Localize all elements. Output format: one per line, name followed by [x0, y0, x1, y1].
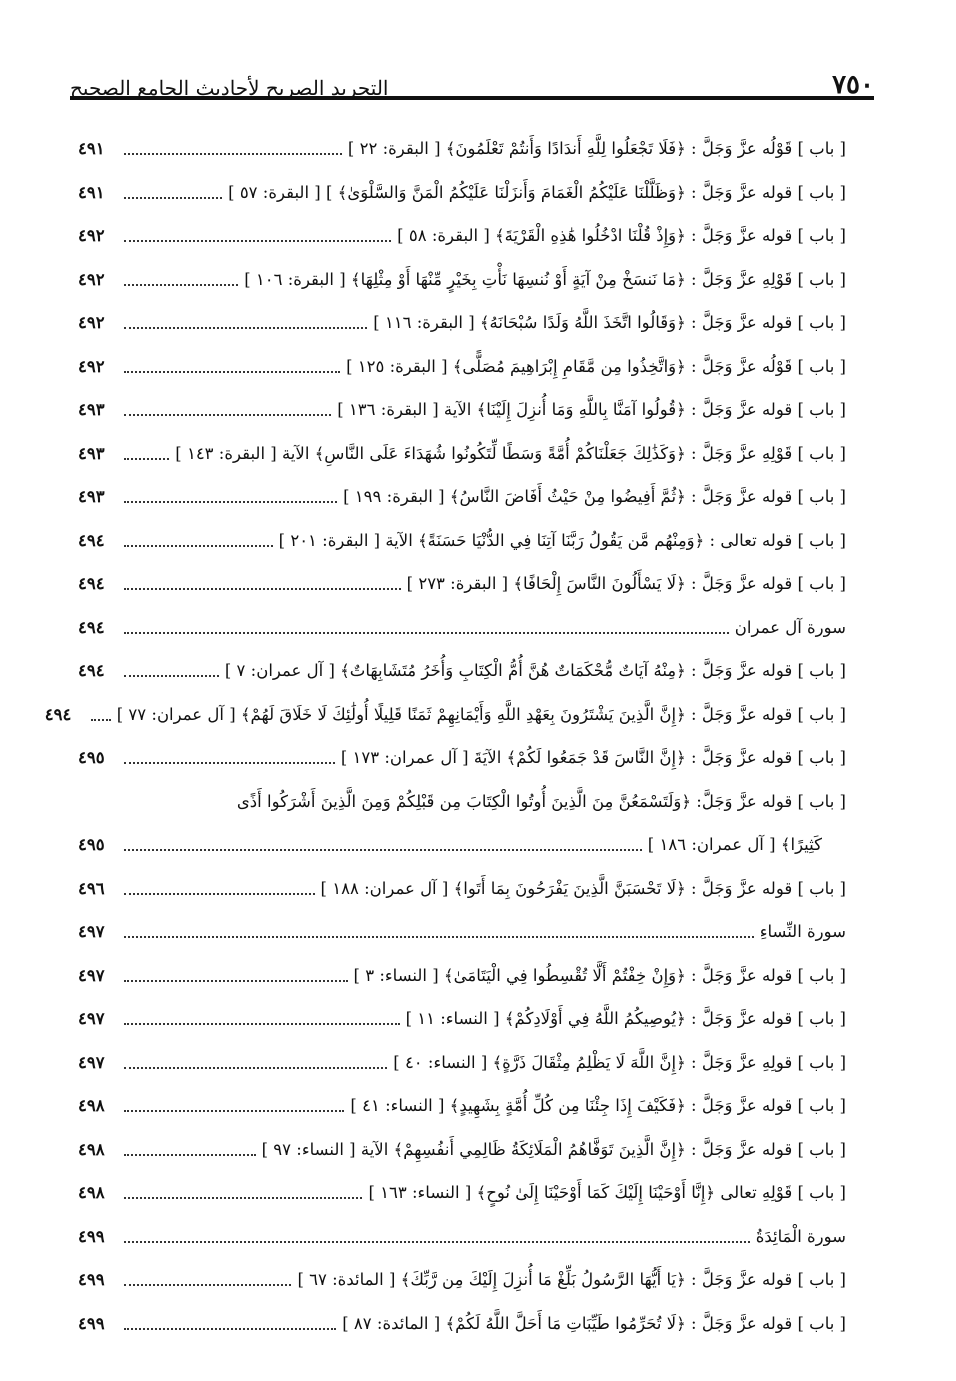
toc-entry: [78, 345, 846, 389]
toc-entry: [78, 736, 846, 780]
toc-entry-title: [ باب ] قوله تعالى : ﴿وَمِنْهُم مَّن يَقُولُ رَبَّنَا آتِنَا فِي الدُّنْيَا حَسَنَةً﴾ الآية [ البقرة: ٢٠١ ]: [278, 530, 846, 550]
toc-entry-title: [ باب ] قولِهِ عزَّ وَجَلَّ : ﴿إِنَّ اللَّهَ لَا يَظْلِمُ مِثْقَالَ ذَرَّةٍ﴾ [ النساء: ٤٠ ]: [393, 1052, 846, 1072]
toc-entry-title: [ باب ] قَوْلُه عزَّ وَجَلَّ : ﴿وَاتَّخِذُوا مِن مَّقَامِ إِبْرَاهِيمَ مُصَلًّى﴾ [ البقرة: ١٢٥ ]: [346, 356, 846, 376]
toc-entry: [78, 475, 846, 519]
toc-entry-title: [ باب ] قوله عزَّ وَجَلَّ : ﴿إِنَّ الَّذِينَ يَشْتَرُونَ بِعَهْدِ اللَّهِ وَأَيْمَانِهِمْ ثَمَنًا قَلِيلًا أُولَٰئِكَ لَا خَلَاقَ لَهُمْ﴾ [ آل عمران: ٧٧ ]: [116, 704, 846, 724]
table-of-contents: [44, 127, 846, 1345]
dot-leader: [124, 920, 754, 939]
toc-entry-page: ٤٩٨: [78, 1183, 105, 1203]
dot-leader: [124, 1050, 387, 1069]
toc-entry-page: ٤٩٥: [78, 748, 105, 768]
toc-entry-title: [ باب ] قوله عزَّ وَجَلَّ : ﴿إِنَّ الَّذِينَ تَوَفَّاهُمُ الْمَلَائِكَةُ ظَالِمِي أَنفُسِهِمْ﴾ الآية [ النساء: ٩٧ ]: [261, 1139, 846, 1159]
toc-entry-title: [ باب ] قَوْلُه عزَّ وَجَلَّ : ﴿فَلَا تَجْعَلُوا لِلَّهِ أَندَادًا وَأَنتُمْ تَعْلَمُونَ﴾ [ البقرة: ٢٢ ]: [347, 139, 846, 159]
toc-entry-page: ٤٩٤: [78, 530, 105, 550]
toc-entry: [78, 780, 846, 824]
toc-entry-page: ٤٩٣: [78, 487, 105, 507]
toc-entry-title: [ باب ] قوله عزَّ وَجَلَّ : ﴿لَا تُحَرِّمُوا طَيِّبَاتِ مَا أَحَلَّ اللَّهُ لَكُمْ﴾ [ المائدة: ٨٧ ]: [342, 1313, 846, 1333]
toc-entry: [78, 432, 846, 476]
toc-entry: [78, 171, 846, 215]
toc-entry-page: ٤٩٨: [78, 1096, 105, 1116]
toc-entry-title: [ باب ] قَوْلِهِ عزَّ وَجَلَّ : ﴿مَا نَنسَخْ مِنْ آيَةٍ أَوْ نُنسِهَا نَأْتِ بِخَيْرٍ مِّنْهَا أَوْ مِثْلِهَا﴾ [ البقرة: ١٠٦ ]: [244, 269, 846, 289]
toc-entry-page: ٤٩١: [78, 182, 105, 202]
dot-leader: [91, 702, 111, 721]
toc-entry-title: [ باب ] قوله عزَّ وَجَلَّ: ﴿وَلَتَسْمَعُنَّ مِنَ الَّذِينَ أُوتُوا الْكِتَابَ مِن قَبْلِكُمْ وَمِنَ الَّذِينَ أَشْرَكُوا أَذًى: [236, 791, 846, 811]
dot-leader: [124, 528, 273, 547]
toc-entry-title: سورة آل عمران: [734, 617, 846, 637]
toc-entry: [78, 258, 846, 302]
toc-entry: [78, 562, 846, 606]
toc-entry-page: ٤٩٧: [78, 1052, 105, 1072]
toc-entry-title: كَثِيرًا﴾ [ آل عمران: ١٨٦ ]: [647, 835, 822, 855]
dot-leader: [124, 354, 340, 373]
toc-entry: [78, 1171, 846, 1215]
toc-entry-page: ٤٩٦: [78, 878, 105, 898]
dot-leader: [124, 180, 222, 199]
toc-entry-title: [ باب ] قوله عزَّ وَجَلَّ : ﴿وَقَالُوا اتَّخَذَ اللَّهُ وَلَدًا سُبْحَانَهُ﴾ [ البقرة: ١١٦ ]: [373, 313, 846, 333]
toc-entry: [78, 1041, 846, 1085]
dot-leader: [124, 1137, 256, 1156]
toc-entry: [78, 954, 846, 998]
toc-entry-page: ٤٩٣: [78, 400, 105, 420]
toc-entry-page: ٤٩٢: [78, 313, 105, 333]
toc-entry-title: [ باب ] قوله عزَّ وَجَلَّ : ﴿ثُمَّ أَفِيضُوا مِنْ حَيْثُ أَفَاضَ النَّاسُ﴾ [ البقرة: ١٩٩ ]: [343, 487, 846, 507]
toc-entry-title: [ باب ] قوله عزَّ وَجَلَّ : ﴿وَظَلَّلْنَا عَلَيْكُمُ الْغَمَامَ وَأَنزَلْنَا عَلَيْكُمُ الْمَنَّ وَالسَّلْوَىٰ﴾ ] [ البقرة: ٥٧ ]: [228, 182, 846, 202]
toc-entry-title: [ باب ] قَوْلِهِ عزَّ وَجَلَّ : ﴿وَكَذَٰلِكَ جَعَلْنَاكُمْ أُمَّةً وَسَطًا لِّتَكُونُوا شُهَدَاءَ عَلَى النَّاسِ﴾ الآية [ البقرة: ١٤٣ ]: [175, 443, 846, 463]
page-header: [70, 58, 874, 98]
toc-entry: [78, 1258, 846, 1302]
dot-leader: [124, 1094, 344, 1113]
toc-entry: [78, 301, 846, 345]
toc-entry-title: سورة النِّساءِ: [759, 922, 846, 942]
dot-leader: [124, 311, 367, 330]
dot-leader: [124, 1311, 336, 1330]
toc-entry-title: سورة الْمَائِدَةُ: [755, 1226, 846, 1246]
dot-leader: [124, 485, 337, 504]
dot-leader: [124, 398, 331, 417]
toc-entry: [78, 1128, 846, 1172]
toc-entry: [78, 214, 846, 258]
toc-entry-title: [ باب ] قوله عزَّ وَجَلَّ : ﴿وَإِنْ خِفْتُمْ أَلَّا تُقْسِطُوا فِي الْيَتَامَىٰ﴾ [ النساء: ٣ ]: [353, 965, 846, 985]
toc-entry-page: ٤٩٩: [78, 1313, 105, 1333]
dot-leader: [124, 833, 642, 852]
dot-leader: [124, 441, 169, 460]
dot-leader: [124, 137, 342, 156]
toc-entry-page: ٤٩٧: [78, 922, 105, 942]
toc-entry-page: ٤٩٤: [78, 617, 105, 637]
dot-leader: [124, 963, 348, 982]
toc-entry: [78, 1084, 846, 1128]
toc-entry-title: [ باب ] قوله عزَّ وَجَلَّ : ﴿فَكَيْفَ إِذَا جِئْنَا مِن كُلِّ أُمَّةٍ بِشَهِيدٍ﴾ [ النساء: ٤١ ]: [350, 1096, 846, 1116]
dot-leader: [124, 615, 729, 634]
toc-entry: [78, 997, 846, 1041]
toc-entry: [78, 910, 846, 954]
toc-entry-page: ٤٩٢: [78, 226, 105, 246]
toc-entry: [78, 823, 846, 867]
running-title: التجريد الصريح لأحاديث الجامع الصحيح: [70, 76, 389, 100]
toc-entry-page: ٤٩٢: [78, 269, 105, 289]
dot-leader: [124, 224, 391, 243]
page-number: ٧٥٠: [832, 70, 874, 100]
toc-entry-page: ٤٩١: [78, 139, 105, 159]
toc-entry-page: ٤٩٨: [78, 1139, 105, 1159]
toc-entry-page: ٤٩٢: [78, 356, 105, 376]
toc-entry-page: ٤٩٩: [78, 1270, 105, 1290]
toc-entry-page: ٤٩٩: [78, 1226, 105, 1246]
toc-entry-page: ٤٩٤: [44, 704, 72, 724]
toc-entry-page: ٤٩٤: [78, 574, 105, 594]
toc-entry: [78, 1215, 846, 1259]
toc-entry-title: [ باب ] قوله عزَّ وَجَلَّ : ﴿لَا تَحْسَبَنَّ الَّذِينَ يَفْرَحُونَ بِمَا أَتَوا﴾ [ آل عمران: ١٨٨ ]: [320, 878, 846, 898]
toc-entry-page: ٤٩٣: [78, 443, 105, 463]
dot-leader: [124, 659, 219, 678]
toc-entry-title: [ باب ] قوله عزَّ وَجَلَّ : ﴿لَا يَسْأَلُونَ النَّاسَ إِلْحَافًا﴾ [ البقرة: ٢٧٣ ]: [406, 574, 846, 594]
toc-entry-title: [ باب ] قوله عزَّ وَجَلَّ : ﴿إِنَّ النَّاسَ قَدْ جَمَعُوا لَكُمْ﴾ الآيَةَ [ آل عمران: ١٧٣ ]: [340, 748, 846, 768]
toc-entry-title: [ باب ] قوله عزَّ وَجَلَّ : ﴿يَا أَيُّهَا الرَّسُولُ بَلِّغْ مَا أُنزِلَ إِلَيْكَ مِن رَّبِّكَ﴾ [ المائدة: ٦٧ ]: [297, 1270, 846, 1290]
dot-leader: [124, 572, 401, 591]
toc-entry: [44, 693, 846, 737]
toc-entry-title: [ باب ] قوله عزَّ وَجَلَّ : ﴿مِنْهُ آيَاتٌ مُّحْكَمَاتٌ هُنَّ أُمُّ الْكِتَابِ وَأُخَرُ مُتَشَابِهَاتٌ﴾ [ آل عمران: ٧ ]: [224, 661, 846, 681]
toc-entry-page: ٤٩٤: [78, 661, 105, 681]
dot-leader: [124, 1224, 750, 1243]
dot-leader: [124, 746, 335, 765]
toc-entry-page: ٤٩٥: [78, 835, 105, 855]
toc-entry: [78, 1302, 846, 1346]
toc-entry-title: [ باب ] قوله عزَّ وَجَلَّ : ﴿وَإِذْ قُلْنَا ادْخُلُوا هَٰذِهِ الْقَرْيَةَ﴾ [ البقرة: ٥٨ ]: [397, 226, 846, 246]
dot-leader: [124, 1268, 291, 1287]
toc-entry: [78, 649, 846, 693]
toc-entry-title: [ باب ] قَوْلِهِ تعالى ﴿إِنَّا أَوْحَيْنَا إِلَيْكَ كَمَا أَوْحَيْنَا إِلَىٰ نُوحٍ﴾ [ النساء: ١٦٣ ]: [368, 1183, 846, 1203]
dot-leader: [124, 1181, 362, 1200]
toc-entry-title: [ باب ] قوله عزَّ وَجَلَّ : ﴿قُولُوا آمَنَّا بِاللَّهِ وَمَا أُنزِلَ إِلَيْنَا﴾ الآية [ البقرة: ١٣٦ ]: [337, 400, 846, 420]
toc-entry: [78, 606, 846, 650]
toc-entry-page: ٤٩٧: [78, 1009, 105, 1029]
toc-entry: [78, 127, 846, 171]
toc-entry: [78, 388, 846, 432]
dot-leader: [124, 1007, 400, 1026]
toc-entry: [78, 519, 846, 563]
toc-entry-page: ٤٩٧: [78, 965, 105, 985]
dot-leader: [124, 267, 238, 286]
header-rule: [70, 96, 874, 100]
dot-leader: [124, 876, 315, 895]
toc-entry: [78, 867, 846, 911]
toc-entry-title: [ باب ] قوله عزَّ وَجَلَّ : ﴿يُوصِيكُمُ اللَّهُ فِي أَوْلَادِكُمْ﴾ [ النساء: ١١ ]: [405, 1009, 846, 1029]
